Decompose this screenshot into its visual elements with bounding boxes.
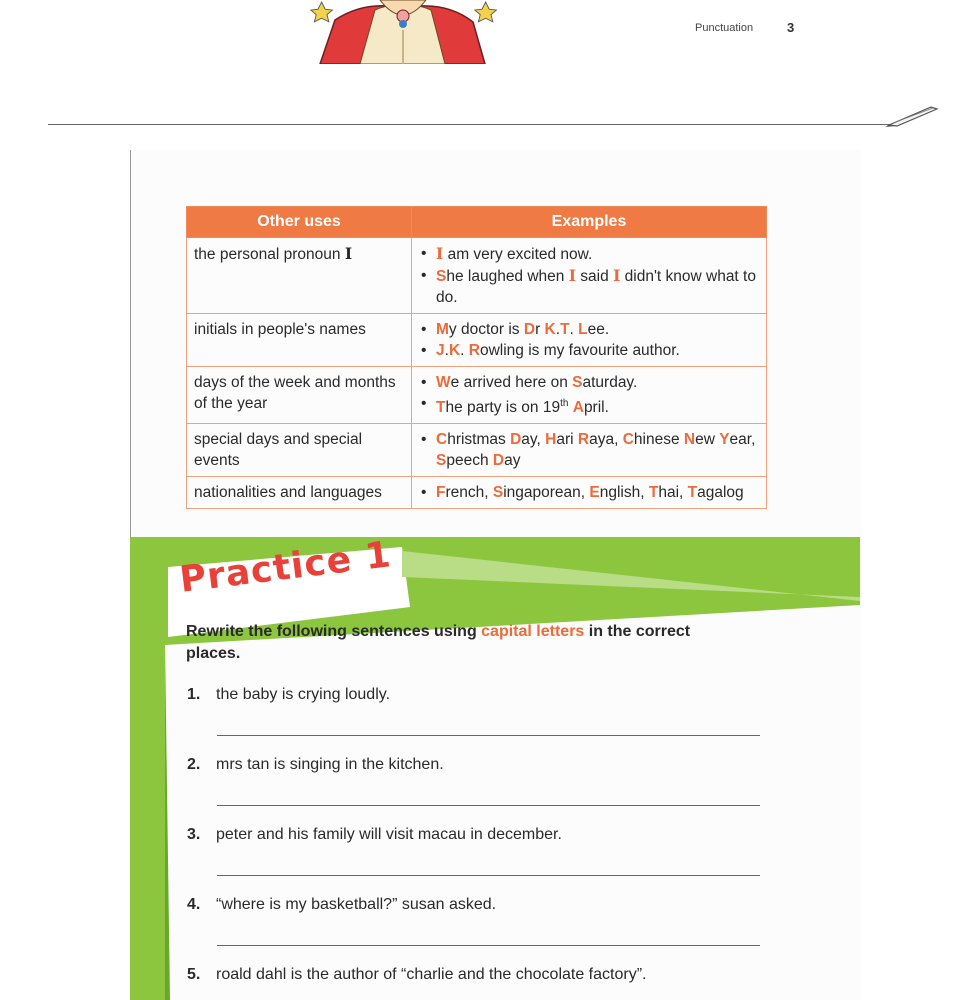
example-item: • My doctor is Dr K.T. Lee.	[436, 319, 759, 340]
use-text: special days and special events	[194, 431, 363, 470]
answer-line[interactable]	[217, 805, 760, 806]
table-cell-use	[187, 238, 412, 314]
table-cell-examples	[412, 477, 767, 509]
capital-letters-table	[186, 206, 767, 509]
header-rule	[48, 124, 890, 125]
example-item: • Christmas Day, Hari Raya, Chinese New Year, Speech Day	[436, 429, 759, 471]
practice-instruction	[186, 621, 706, 665]
example-item: • J.K. Rowling is my favourite author.	[436, 340, 759, 361]
use-text: the personal pronoun I	[194, 244, 353, 263]
question-text: the baby is crying loudly.	[216, 686, 391, 703]
table-row	[187, 424, 767, 477]
question	[187, 686, 390, 704]
table-row	[187, 477, 767, 509]
example-item: • The party is on 19th April.	[436, 393, 759, 418]
answer-line[interactable]	[217, 875, 760, 876]
table-cell-use	[187, 424, 412, 477]
table-cell-examples	[412, 314, 767, 367]
column-header: Examples	[412, 207, 767, 238]
question-text: roald dahl is the author of “charlie and the chocolate factory”.	[216, 966, 647, 983]
column-header: Other uses	[187, 207, 412, 238]
table-row	[187, 367, 767, 424]
question	[187, 966, 646, 984]
instruction-text: Rewrite the following sentences using	[186, 623, 482, 640]
table-row	[187, 238, 767, 314]
use-text: nationalities and languages	[194, 484, 382, 502]
table-cell-use	[187, 477, 412, 509]
table-row	[187, 314, 767, 367]
question	[187, 826, 562, 844]
santa-illustration	[305, 0, 500, 64]
practice-title: Practice 1	[177, 534, 394, 601]
answer-line[interactable]	[217, 735, 760, 736]
question-number: 5.	[187, 966, 201, 983]
example-item: • She laughed when I said I didn't know what to do.	[436, 265, 759, 308]
question-text: mrs tan is singing in the kitchen.	[216, 756, 444, 773]
question-number: 3.	[187, 826, 201, 843]
example-item: • French, Singaporean, English, Thai, Tagalog	[436, 482, 759, 503]
table-cell-use	[187, 367, 412, 424]
question-number: 4.	[187, 896, 201, 913]
use-text: initials in people's names	[194, 321, 366, 338]
question-number: 2.	[187, 756, 201, 773]
example-item: • I am very excited now.	[436, 243, 759, 265]
page-number: 3	[787, 20, 795, 35]
instruction-highlight: capital letters	[481, 623, 585, 640]
question-text: peter and his family will visit macau in december.	[216, 826, 562, 843]
answer-line[interactable]	[217, 945, 760, 946]
question-text: “where is my basketball?” susan asked.	[216, 896, 497, 913]
table-cell-examples	[412, 238, 767, 314]
table-cell-use	[187, 314, 412, 367]
example-item: • We arrived here on Saturday.	[436, 372, 759, 393]
use-text: days of the week and months of the year	[194, 374, 396, 412]
question-number: 1.	[187, 686, 201, 703]
instruction-text: in the correct places.	[186, 623, 691, 662]
table-header-row	[187, 207, 767, 238]
table-cell-examples	[412, 367, 767, 424]
question	[187, 896, 496, 914]
section-title: Punctuation	[695, 22, 754, 34]
question	[187, 756, 444, 774]
table-cell-examples	[412, 424, 767, 477]
pencil-icon	[885, 103, 940, 128]
